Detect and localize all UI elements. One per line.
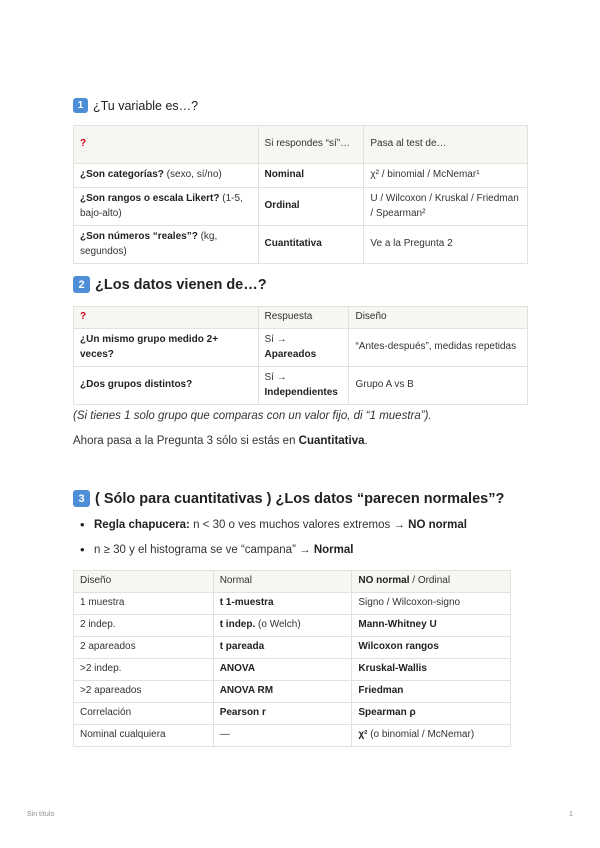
question-bold: ¿Son categorías? — [80, 169, 164, 181]
response-prefix: Sí → — [264, 334, 287, 345]
question-cell — [74, 164, 259, 188]
test-selection-table — [73, 570, 511, 747]
question-bold: ¿Son rangos o escala Likert? — [80, 193, 220, 204]
keycap-three-icon: 3 — [73, 490, 90, 507]
answer-value: Nominal — [264, 169, 304, 181]
nonnormal-test-cell — [352, 725, 511, 747]
normal-test: ANOVA — [219, 663, 256, 675]
question-detail: (1-5, bajo-alto) — [80, 193, 243, 219]
table-header-row — [74, 126, 528, 164]
nonnormal-test: χ² — [358, 729, 368, 741]
question-cell — [74, 188, 259, 226]
question-bold: ¿Un mismo grupo medido 2+ veces? — [80, 334, 219, 360]
design-cell: 1 muestra — [74, 593, 214, 615]
keycap-two-icon: 2 — [73, 276, 90, 293]
header-answer: Si respondes “sí”… — [258, 126, 364, 164]
design-cell: Correlación — [74, 703, 214, 725]
table-row — [74, 367, 528, 405]
answer-value: Ordinal — [264, 200, 300, 212]
para-bold: Cuantitativa — [298, 435, 365, 447]
normal-test-cell — [213, 681, 352, 703]
table-row — [74, 637, 511, 659]
header-question — [74, 307, 259, 329]
table-row — [74, 725, 511, 747]
design-cell: 2 apareados — [74, 637, 214, 659]
header-question — [74, 126, 259, 164]
section-2-heading — [73, 276, 267, 293]
question-detail: (kg, segundos) — [80, 231, 218, 257]
design-cell: Grupo A vs B — [349, 367, 528, 405]
variable-type-table — [73, 125, 528, 264]
normal-test-cell — [213, 593, 352, 615]
table-row — [74, 659, 511, 681]
table-row — [74, 615, 511, 637]
table-row — [74, 226, 528, 264]
normal-test-cell — [213, 703, 352, 725]
section-3-heading — [73, 490, 504, 507]
nonnormal-test: Mann-Whitney U — [358, 619, 437, 631]
response-cell — [258, 367, 349, 405]
header-nonnormal — [352, 571, 511, 593]
rule-text: n ≥ 30 y el histograma se ve “campana” → — [94, 544, 314, 556]
para-end: . — [364, 435, 368, 447]
section-1-title: ¿Tu variable es…? — [93, 98, 199, 113]
rule-label: Regla chapucera: — [94, 519, 190, 531]
header-normal: Normal — [213, 571, 352, 593]
table-row — [74, 164, 528, 188]
keycap-one-icon: 1 — [73, 98, 88, 113]
normal-test: Pearson r — [219, 707, 266, 719]
test-cell: Ve a la Pregunta 2 — [364, 226, 528, 264]
answer-value: Cuantitativa — [264, 238, 322, 250]
header-design: Diseño — [74, 571, 214, 593]
test-cell: U / Wilcoxon / Kruskal / Friedman / Spearman² — [364, 188, 528, 226]
normality-rules-list — [80, 517, 467, 567]
design-cell: >2 indep. — [74, 659, 214, 681]
design-cell: “Antes-después”, medidas repetidas — [349, 329, 528, 367]
nonnormal-test-cell — [352, 593, 511, 615]
question-cell — [74, 367, 259, 405]
question-cell — [74, 226, 259, 264]
question-mark: ? — [80, 311, 87, 323]
normal-test-cell — [213, 615, 352, 637]
answer-cell — [258, 164, 364, 188]
data-origin-table — [73, 306, 528, 405]
response-prefix: Sí → — [264, 372, 287, 383]
design-cell: 2 indep. — [74, 615, 214, 637]
response-value: Apareados — [264, 348, 317, 360]
nonnormal-test: Wilcoxon rangos — [358, 641, 439, 653]
normal-test-cell — [213, 637, 352, 659]
nonnormal-test: Kruskal-Wallis — [358, 663, 427, 675]
header-design: Diseño — [349, 307, 528, 329]
nonnormal-test-note: (o binomial / McNemar) — [367, 729, 475, 741]
section-2-title: ¿Los datos vienen de…? — [95, 276, 267, 293]
normal-test-cell — [213, 659, 352, 681]
normal-test: ANOVA RM — [219, 685, 274, 697]
table-row — [74, 681, 511, 703]
normal-test: t pareada — [219, 641, 265, 653]
nonnormal-test-cell — [352, 615, 511, 637]
design-cell: Nominal cualquiera — [74, 725, 214, 747]
question-detail: (sexo, sí/no) — [163, 169, 222, 181]
nonnormal-test-cell — [352, 681, 511, 703]
question-bold: ¿Son números “reales”? — [80, 231, 198, 242]
footer-title: Sin título — [27, 811, 55, 818]
answer-cell — [258, 188, 364, 226]
response-cell — [258, 329, 349, 367]
question-mark: ? — [80, 138, 87, 150]
para-text: Ahora pasa a la Pregunta 3 sólo si estás en — [73, 435, 299, 447]
question-bold: ¿Dos grupos distintos? — [80, 379, 193, 391]
normal-test: — — [219, 729, 230, 741]
page-number: 1 — [569, 811, 573, 818]
nonnormal-test: Spearman ρ — [358, 707, 416, 719]
next-step-paragraph — [73, 435, 368, 447]
one-sample-note: (Si tienes 1 solo grupo que comparas con un valor fijo, di “1 muestra”). — [73, 410, 432, 422]
nonnormal-test-cell — [352, 703, 511, 725]
table-header-row — [74, 571, 511, 593]
normal-test-note: (o Welch) — [255, 619, 301, 631]
normal-test: t indep. — [219, 619, 256, 631]
nonnormal-test: Friedman — [358, 685, 404, 697]
rule-text: n < 30 o ves muchos valores extremos → — [189, 519, 409, 531]
header-nonnormal-bold: NO normal — [358, 575, 410, 587]
header-nonnormal-rest: / Ordinal — [409, 575, 451, 587]
normal-test-cell — [213, 725, 352, 747]
table-row — [74, 703, 511, 725]
question-cell — [74, 329, 259, 367]
nonnormal-test-cell — [352, 637, 511, 659]
table-row — [74, 188, 528, 226]
response-value: Independientes — [264, 386, 338, 398]
header-test: Pasa al test de… — [364, 126, 528, 164]
answer-cell — [258, 226, 364, 264]
section-1-heading — [73, 98, 198, 113]
nonnormal-test: Signo / Wilcoxon-signo — [358, 597, 461, 609]
test-cell: χ² / binomial / McNemar¹ — [364, 164, 528, 188]
list-item — [80, 542, 467, 567]
table-row — [74, 593, 511, 615]
table-row — [74, 329, 528, 367]
design-cell: >2 apareados — [74, 681, 214, 703]
rule-result: Normal — [313, 544, 354, 556]
normal-test: t 1-muestra — [219, 597, 274, 609]
header-response: Respuesta — [258, 307, 349, 329]
rule-result: NO normal — [408, 519, 467, 531]
table-header-row — [74, 307, 528, 329]
nonnormal-test-cell — [352, 659, 511, 681]
list-item — [80, 517, 467, 542]
section-3-title: ( Sólo para cuantitativas ) ¿Los datos “parecen normales”? — [95, 490, 505, 507]
